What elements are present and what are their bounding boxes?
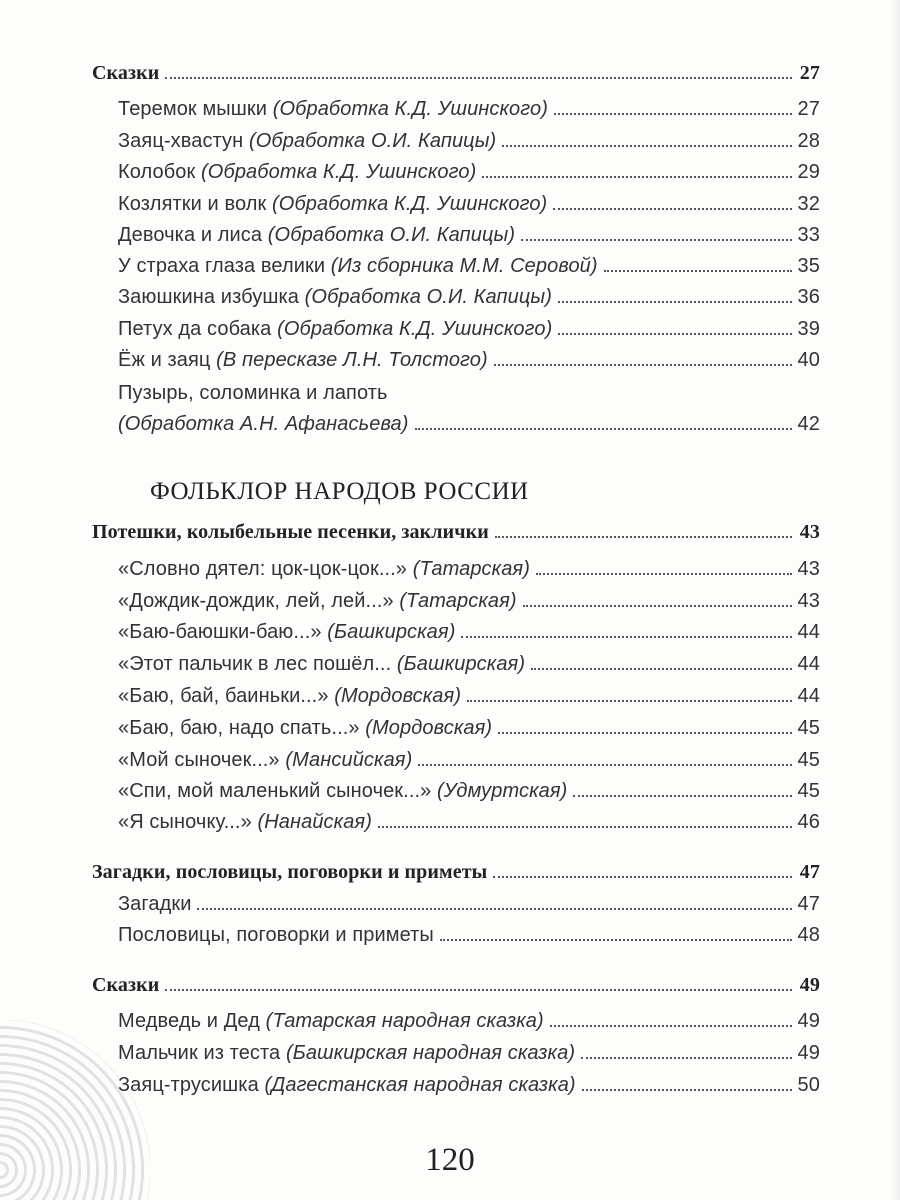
toc-entry	[118, 590, 820, 613]
entry-title-text: «Мой сыночек...»	[118, 749, 286, 771]
entry-title-text: Колобок	[118, 161, 202, 183]
entry-title-text: Теремок мышки	[118, 98, 273, 120]
dot-leader	[165, 989, 792, 991]
dot-leader	[536, 573, 792, 575]
dot-leader	[197, 908, 792, 910]
entry-page-number: 42	[797, 413, 820, 435]
page-number: 120	[425, 1142, 475, 1178]
entry-title-text: Потешки, колыбельные песенки, заклички	[92, 521, 489, 543]
entry-page-number: 40	[797, 349, 820, 371]
entry-note: (Башкирская народная сказка)	[285, 1042, 576, 1064]
toc-entry	[118, 924, 820, 947]
entry-title-text: Сказки	[92, 62, 160, 84]
entry-title	[118, 558, 530, 581]
entry-page-number: 39	[797, 318, 820, 340]
toc-entry	[118, 193, 820, 216]
toc-entry	[118, 811, 820, 834]
entry-page-number: 27	[797, 98, 820, 120]
entry-title	[92, 861, 487, 884]
entry-title-text: «Я сыночку...»	[118, 811, 258, 833]
entry-page-number: 43	[797, 558, 820, 580]
entry-page-number: 47	[797, 893, 820, 915]
entry-page-number: 32	[797, 193, 820, 215]
entry-title-text: Заюшкина избушка	[118, 286, 305, 308]
entry-title-text: Медведь и Дед	[118, 1010, 266, 1032]
toc-entry	[118, 98, 820, 121]
entry-title-text: Заяц-хвастун	[118, 130, 249, 152]
entry-page-number: 36	[797, 286, 820, 308]
toc-heading	[92, 62, 820, 85]
toc-entry	[118, 349, 820, 372]
entry-title	[118, 685, 461, 708]
entry-note: (Башкирская)	[327, 621, 456, 643]
entry-note: (Татарская)	[412, 558, 530, 580]
entry-page-number: 45	[797, 780, 820, 802]
dot-leader	[531, 668, 792, 670]
entry-title	[118, 749, 412, 772]
dot-leader	[467, 700, 792, 702]
toc-entry	[118, 621, 820, 644]
dot-leader	[558, 301, 792, 303]
entry-note: (Мордовская)	[334, 685, 462, 707]
entry-page-number: 44	[797, 621, 820, 643]
dot-leader	[495, 536, 792, 538]
entry-note: (Дагестанская народная сказка)	[264, 1074, 576, 1096]
dot-leader	[461, 636, 792, 638]
entry-title-text: «Баю-баюшки-баю...»	[118, 621, 328, 643]
toc-entry	[118, 286, 820, 309]
entry-title	[118, 382, 388, 405]
entry-note: (Обработка К.Д. Ушинского)	[272, 98, 548, 120]
entry-title-text: Пузырь, соломинка и лапоть	[118, 382, 388, 404]
entry-title	[118, 780, 567, 803]
entry-title	[118, 98, 548, 121]
entry-note: (Башкирская)	[396, 653, 526, 675]
entry-title	[118, 621, 455, 644]
entry-note: (Обработка А.Н. Афанасьева)	[118, 413, 409, 435]
entry-title	[118, 717, 492, 740]
entry-title-text: Мальчик из теста	[118, 1042, 286, 1064]
entry-title	[118, 193, 547, 216]
toc-entry	[118, 318, 820, 341]
toc-entry	[118, 780, 820, 803]
entry-title	[92, 62, 159, 85]
entry-title	[118, 590, 517, 613]
entry-title	[118, 130, 496, 153]
dot-leader	[418, 764, 792, 766]
entry-page-number: 49	[797, 1042, 820, 1064]
toc-entry	[118, 413, 820, 436]
toc-entry	[118, 749, 820, 772]
entry-title-text: Заяц-трусишка	[118, 1074, 265, 1096]
entry-title	[92, 521, 489, 544]
section-title: ФОЛЬКЛОР НАРОДОВ РОССИИ	[150, 478, 529, 505]
entry-page-number: 47	[799, 861, 820, 883]
dot-leader	[521, 239, 792, 241]
toc-entry	[118, 717, 820, 740]
entry-note: (Мордовская)	[365, 717, 493, 739]
entry-title	[118, 318, 552, 341]
entry-page-number: 44	[797, 653, 820, 675]
entry-title-text: «Баю, баю, надо спать...»	[118, 717, 366, 739]
entry-note: (Татарская)	[399, 590, 517, 612]
dot-leader	[378, 826, 792, 828]
toc-entry	[118, 1042, 820, 1065]
entry-page-number: 45	[797, 717, 820, 739]
dot-leader	[553, 208, 792, 210]
entry-page-number: 43	[799, 521, 820, 543]
entry-title	[118, 1042, 575, 1065]
entry-title-text: Девочка и лиса	[118, 224, 268, 246]
entry-note: (Татарская народная сказка)	[265, 1010, 544, 1032]
dot-leader	[523, 605, 792, 607]
entry-note: (Мансийская)	[285, 749, 413, 771]
dot-leader	[581, 1057, 792, 1059]
toc-entry	[118, 224, 820, 247]
dot-leader	[415, 428, 792, 430]
entry-title-text: Петух да собака	[118, 318, 278, 340]
dot-leader	[558, 333, 792, 335]
entry-title	[118, 653, 525, 676]
dot-leader	[494, 364, 792, 366]
entry-note: (Удмуртская)	[437, 780, 568, 802]
entry-note: (Обработка К.Д. Ушинского)	[277, 318, 553, 340]
dot-leader	[440, 939, 792, 941]
dot-leader	[554, 113, 792, 115]
entry-page-number: 46	[797, 811, 820, 833]
entry-note: (Обработка О.И. Капицы)	[248, 130, 497, 152]
entry-note: (Из сборника М.М. Серовой)	[330, 255, 598, 277]
entry-title-text: Ёж и заяц	[118, 349, 217, 371]
entry-title-text: Загадки	[118, 893, 192, 915]
page-edge-shadow	[890, 0, 900, 1200]
dot-leader	[582, 1089, 792, 1091]
entry-title	[118, 349, 488, 372]
entry-title	[118, 255, 598, 278]
toc-entry	[118, 130, 820, 153]
entry-page-number: 27	[799, 62, 820, 84]
entry-page-number: 35	[797, 255, 820, 277]
toc-heading	[92, 521, 820, 544]
entry-note: (Обработка К.Д. Ушинского)	[201, 161, 477, 183]
toc-entry	[118, 1010, 820, 1033]
toc-heading	[92, 861, 820, 884]
dot-leader	[165, 77, 792, 79]
entry-title	[118, 413, 409, 436]
entry-page-number: 45	[797, 749, 820, 771]
entry-title	[118, 224, 515, 247]
entry-page-number: 49	[799, 974, 820, 996]
entry-page-number: 49	[797, 1010, 820, 1032]
toc-entry	[118, 685, 820, 708]
entry-title-text: У страха глаза велики	[118, 255, 331, 277]
entry-title	[118, 161, 476, 184]
entry-title-text: «Этот пальчик в лес пошёл...	[118, 653, 397, 675]
entry-title-text: «Дождик-дождик, лей, лей...»	[118, 590, 400, 612]
entry-title-text: Сказки	[92, 974, 160, 996]
entry-title-text: Козлятки и волк	[118, 193, 273, 215]
entry-title	[118, 1010, 544, 1033]
entry-page-number: 33	[797, 224, 820, 246]
toc-entry	[118, 382, 820, 405]
toc-entry	[118, 653, 820, 676]
toc-entry	[118, 1074, 820, 1097]
entry-title-text: «Словно дятел: цок-цок-цок...»	[118, 558, 413, 580]
entry-note: (Обработка О.И. Капицы)	[267, 224, 516, 246]
dot-leader	[573, 795, 792, 797]
entry-title	[118, 893, 191, 916]
entry-note: (Обработка О.И. Капицы)	[304, 286, 552, 308]
dot-leader	[604, 270, 792, 272]
entry-note: (В пересказе Л.Н. Толстого)	[216, 349, 488, 371]
toc-entry	[118, 161, 820, 184]
entry-note: (Обработка К.Д. Ушинского)	[272, 193, 548, 215]
dot-leader	[498, 732, 792, 734]
entry-page-number: 43	[797, 590, 820, 612]
toc-entry	[118, 893, 820, 916]
entry-title-text: Пословицы, поговорки и приметы	[118, 924, 434, 946]
dot-leader	[502, 145, 792, 147]
entry-title	[118, 811, 372, 834]
entry-title	[92, 974, 159, 997]
dot-leader	[482, 176, 792, 178]
entry-page-number: 28	[797, 130, 820, 152]
entry-page-number: 44	[797, 685, 820, 707]
entry-title-text: Загадки, пословицы, поговорки и приметы	[92, 861, 488, 883]
toc-entry	[118, 255, 820, 278]
toc-heading	[92, 974, 820, 997]
dot-leader	[550, 1025, 792, 1027]
entry-title	[118, 1074, 576, 1097]
dot-leader	[493, 876, 792, 878]
entry-title	[118, 286, 552, 309]
toc-entry	[118, 558, 820, 581]
entry-title-text: «Баю, бай, баиньки...»	[118, 685, 335, 707]
entry-page-number: 48	[797, 924, 820, 946]
entry-page-number: 29	[797, 161, 820, 183]
entry-title-text: «Спи, мой маленький сыночек...»	[118, 780, 438, 802]
entry-title	[118, 924, 434, 947]
entry-page-number: 50	[797, 1074, 820, 1096]
entry-note: (Нанайская)	[257, 811, 372, 833]
